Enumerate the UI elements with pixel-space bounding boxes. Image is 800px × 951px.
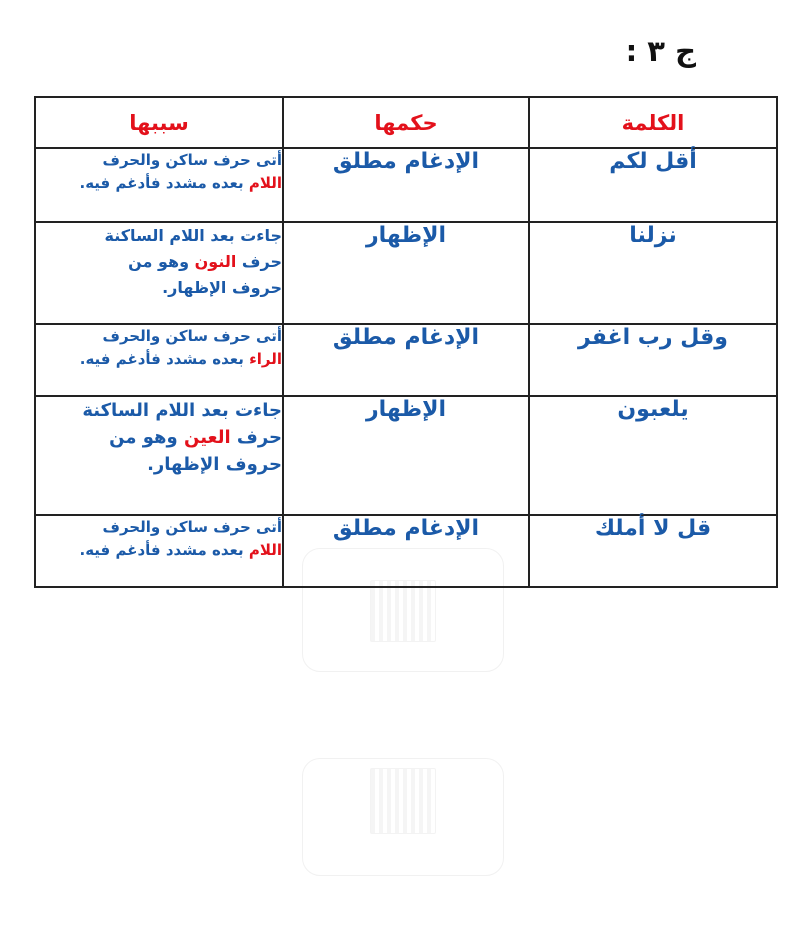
reason-line: أتى حرف ساكن والحرف <box>102 327 282 345</box>
highlight-letter: اللام <box>248 174 282 192</box>
word-cell: يلعبون <box>529 396 777 515</box>
reason-line <box>36 249 282 275</box>
reason-text: حرف <box>230 427 282 448</box>
reason-line: أتى حرف ساكن والحرف <box>102 518 282 536</box>
highlight-letter: اللام <box>248 541 282 559</box>
highlight-letter: العين <box>184 427 231 448</box>
reason-line <box>36 348 282 371</box>
reason-text: حرف <box>236 252 282 271</box>
header-rule: حكمها <box>283 97 529 148</box>
rule-cell: الإدغام مطلق <box>283 515 529 587</box>
table-row <box>35 148 777 222</box>
rule-cell: الإدغام مطلق <box>283 148 529 222</box>
reason-text: بعده مشدد فأدغم فيه. <box>79 350 250 368</box>
reason-text: وهو من <box>109 427 184 448</box>
answer-heading: ج ٣ : <box>625 34 696 68</box>
reason-line: جاءت بعد اللام الساكنة <box>82 400 282 421</box>
word-cell: نزلنا <box>529 222 777 324</box>
reason-line: حروف الإظهار. <box>162 278 282 297</box>
rule-cell: الإظهار <box>283 222 529 324</box>
reason-text: بعده مشدد فأدغم فيه. <box>79 174 249 192</box>
word-cell: قل لا أملك <box>529 515 777 587</box>
rule-cell: الإدغام مطلق <box>283 324 529 396</box>
reason-text: وهو من <box>128 252 195 271</box>
reason-line: أتى حرف ساكن والحرف <box>102 151 282 169</box>
header-reason: سببها <box>35 97 283 148</box>
rule-cell: الإظهار <box>283 396 529 515</box>
table-header-row <box>35 97 777 148</box>
table-row <box>35 515 777 587</box>
highlight-letter: النون <box>194 252 237 271</box>
reason-line: جاءت بعد اللام الساكنة <box>104 226 282 245</box>
reason-cell <box>35 396 283 515</box>
reason-cell <box>35 515 283 587</box>
reason-cell <box>35 148 283 222</box>
background-qr-code <box>370 580 436 642</box>
word-cell: وقل رب اغفر <box>529 324 777 396</box>
reason-line <box>36 172 282 195</box>
table-row <box>35 222 777 324</box>
reason-line <box>36 424 282 451</box>
word-cell: أقل لكم <box>529 148 777 222</box>
table-row <box>35 324 777 396</box>
header-word: الكلمة <box>529 97 777 148</box>
reason-line <box>36 539 282 562</box>
reason-line: حروف الإظهار. <box>147 454 282 475</box>
reason-cell <box>35 222 283 324</box>
background-qr-code <box>370 768 436 834</box>
reason-cell <box>35 324 283 396</box>
rulings-table <box>34 96 778 588</box>
table-row <box>35 396 777 515</box>
highlight-letter: الراء <box>249 350 282 368</box>
reason-text: بعده مشدد فأدغم فيه. <box>79 541 249 559</box>
